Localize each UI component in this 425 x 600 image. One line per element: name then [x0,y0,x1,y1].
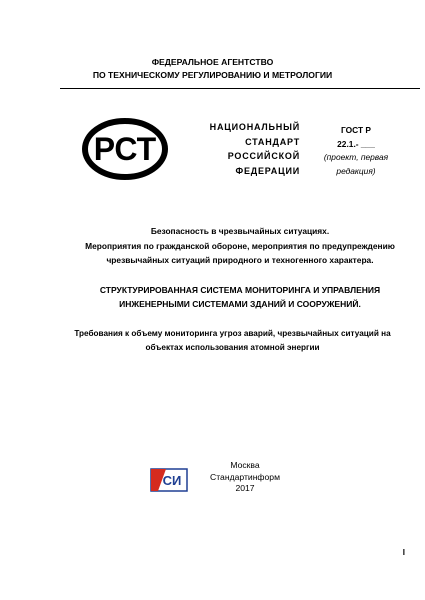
publisher-name: Стандартинформ [210,471,280,482]
agency-line-1: ФЕДЕРАЛЬНОЕ АГЕНТСТВО [151,57,274,67]
gost-status-line-2: редакция) [336,165,376,176]
national-line-3: РОССИЙСКОЙ [227,151,300,161]
requirements-line-1: Требования к объему мониторинга угроз аварий, чрезвычайных ситуаций на [74,329,391,338]
subject-line-3: чрезвычайных ситуаций природного и техногенного характера. [106,255,374,265]
publisher-year: 2017 [235,483,255,493]
agency-line-2: ПО ТЕХНИЧЕСКОМУ РЕГУЛИРОВАНИЮ И МЕТРОЛОГИИ [92,70,333,80]
standartinform-logo-text: СИ [162,473,182,488]
publisher-block [205,460,285,495]
publisher-city: Москва [230,460,260,470]
agency-name [0,56,425,82]
subject-line-2: Мероприятия по гражданской обороне, мероприятия по предупреждению [85,240,395,251]
subject-heading [70,224,410,268]
national-line-4: ФЕДЕРАЦИИ [235,165,300,176]
title-line-2: ИНЖЕНЕРНЫМИ СИСТЕМАМИ ЗДАНИЙ И СООРУЖЕНИЙ. [119,298,361,309]
requirements-subtitle [45,327,420,355]
page-number: I [402,548,405,557]
gost-number: 22.1.- ___ [337,138,375,149]
national-line-2: СТАНДАРТ [245,136,300,147]
national-standard-block [190,120,300,178]
rst-logo-text: РСТ [93,131,157,167]
subject-line-1: Безопасность в чрезвычайных ситуациях. [150,226,330,236]
standartinform-logo [150,468,188,492]
gost-designation [310,124,402,178]
header-divider [60,88,420,89]
rst-logo [82,118,168,180]
title-line-1: СТРУКТУРИРОВАННАЯ СИСТЕМА МОНИТОРИНГА И УПРАВЛЕНИЯ [99,285,381,295]
gost-status-line-1: (проект, первая [323,152,389,162]
national-line-1: НАЦИОНАЛЬНЫЙ [209,122,300,132]
document-title [60,284,420,311]
gost-code: ГОСТ Р [340,125,372,135]
requirements-line-2: объектах использования атомной энергии [145,343,320,352]
